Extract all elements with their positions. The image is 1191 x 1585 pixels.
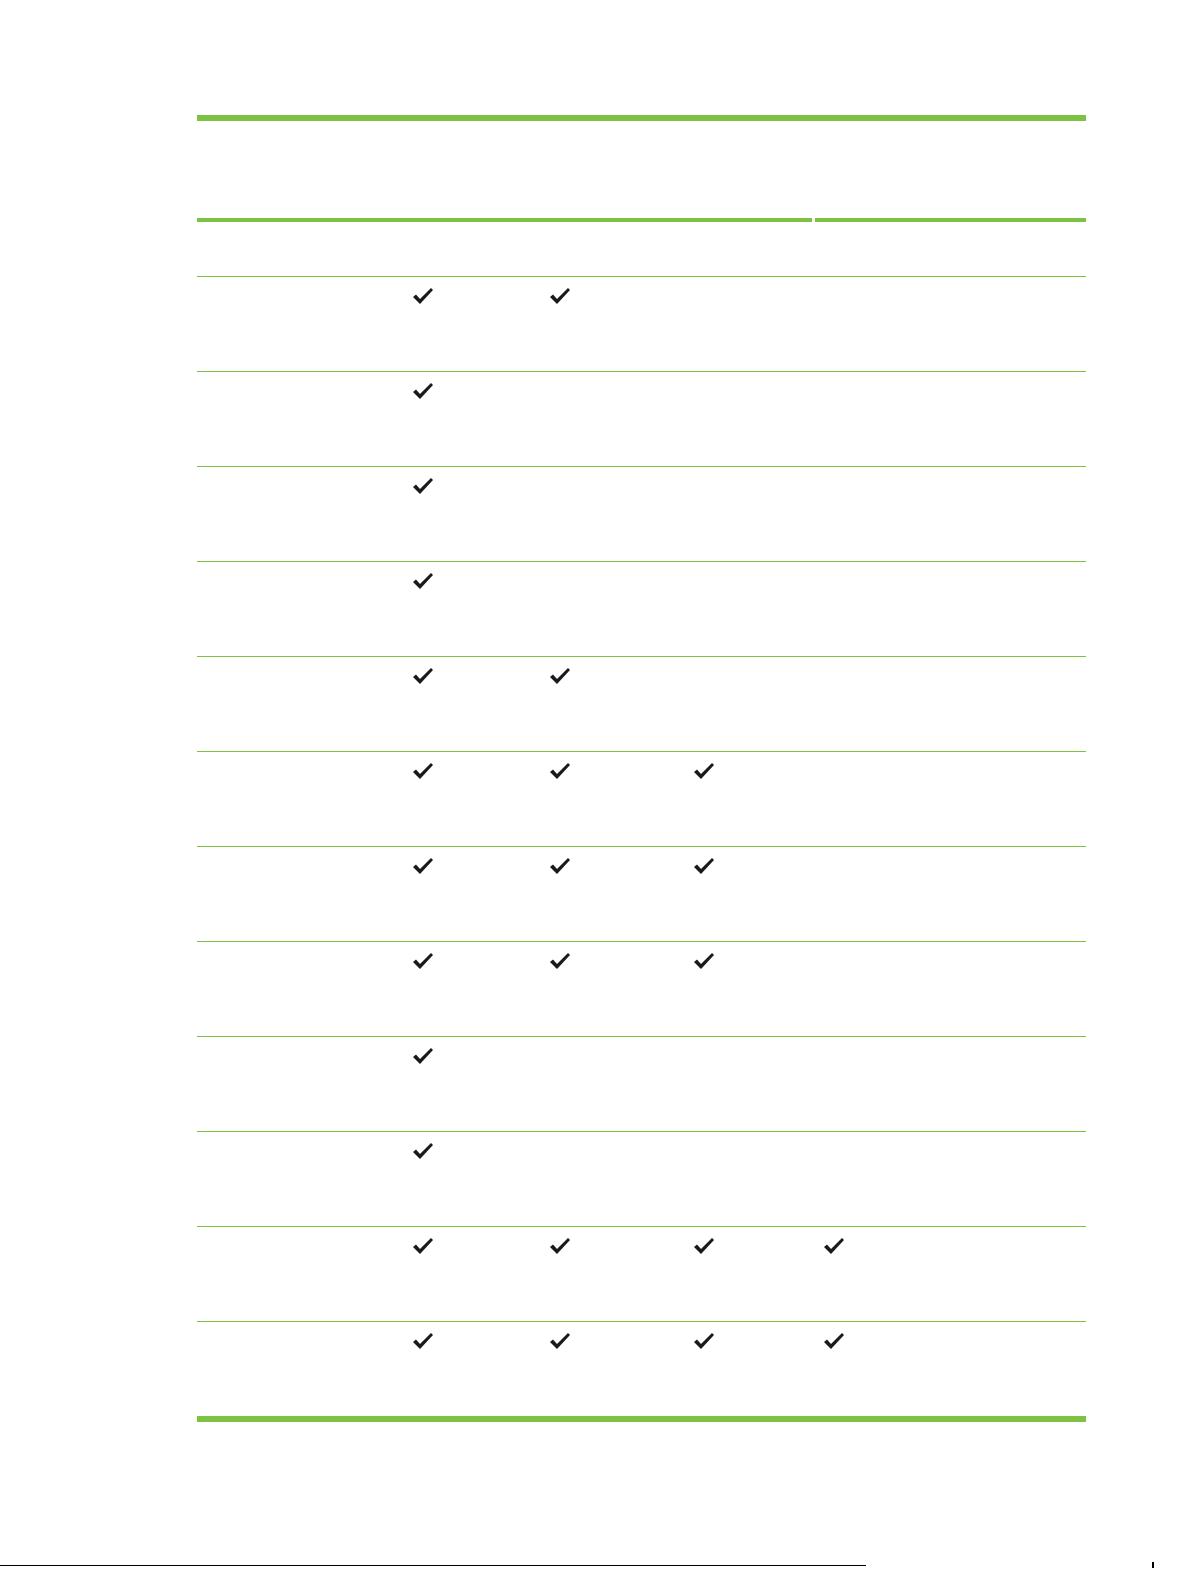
table-row bbox=[197, 562, 1086, 657]
table-row-spacer bbox=[197, 222, 1086, 277]
column-divider bbox=[813, 467, 814, 561]
column-divider bbox=[813, 562, 814, 656]
check-mark-icon bbox=[411, 950, 435, 974]
column-divider bbox=[813, 277, 814, 371]
table-body bbox=[197, 277, 1086, 1416]
check-mark-icon bbox=[548, 855, 572, 879]
check-mark-icon bbox=[411, 760, 435, 784]
table-row bbox=[197, 1322, 1086, 1416]
table-row bbox=[197, 277, 1086, 372]
check-mark-icon bbox=[411, 665, 435, 689]
table-row bbox=[197, 1132, 1086, 1227]
column-divider bbox=[813, 752, 814, 846]
column-divider bbox=[813, 1322, 814, 1416]
table-row bbox=[197, 1037, 1086, 1132]
check-mark-icon bbox=[822, 1330, 846, 1354]
check-mark-icon bbox=[692, 950, 716, 974]
footer-rule bbox=[0, 1565, 866, 1566]
column-divider bbox=[813, 1227, 814, 1321]
check-mark-icon bbox=[692, 1330, 716, 1354]
feature-table bbox=[197, 115, 1086, 1422]
check-mark-icon bbox=[548, 760, 572, 784]
table-header bbox=[197, 121, 1086, 218]
check-mark-icon bbox=[411, 380, 435, 404]
table-row bbox=[197, 942, 1086, 1037]
column-divider bbox=[813, 657, 814, 751]
column-divider bbox=[813, 1037, 814, 1131]
table-bottom-rule bbox=[197, 1416, 1086, 1422]
check-mark-icon bbox=[411, 1140, 435, 1164]
table-row bbox=[197, 467, 1086, 562]
table-row bbox=[197, 1227, 1086, 1322]
check-mark-icon bbox=[411, 1330, 435, 1354]
check-mark-icon bbox=[692, 1235, 716, 1259]
table-row bbox=[197, 657, 1086, 752]
column-divider bbox=[813, 372, 814, 466]
check-mark-icon bbox=[411, 475, 435, 499]
column-divider bbox=[813, 222, 814, 276]
check-mark-icon bbox=[548, 950, 572, 974]
table-row bbox=[197, 372, 1086, 467]
column-divider bbox=[813, 1132, 814, 1226]
column-divider bbox=[813, 942, 814, 1036]
check-mark-icon bbox=[692, 760, 716, 784]
check-mark-icon bbox=[411, 570, 435, 594]
footer-tick bbox=[1152, 1562, 1154, 1568]
table-row bbox=[197, 752, 1086, 847]
check-mark-icon bbox=[411, 1235, 435, 1259]
check-mark-icon bbox=[411, 285, 435, 309]
check-mark-icon bbox=[548, 1235, 572, 1259]
check-mark-icon bbox=[822, 1235, 846, 1259]
check-mark-icon bbox=[548, 1330, 572, 1354]
check-mark-icon bbox=[692, 855, 716, 879]
check-mark-icon bbox=[548, 285, 572, 309]
column-divider bbox=[813, 847, 814, 941]
check-mark-icon bbox=[411, 855, 435, 879]
table-row bbox=[197, 847, 1086, 942]
check-mark-icon bbox=[548, 665, 572, 689]
check-mark-icon bbox=[411, 1045, 435, 1069]
